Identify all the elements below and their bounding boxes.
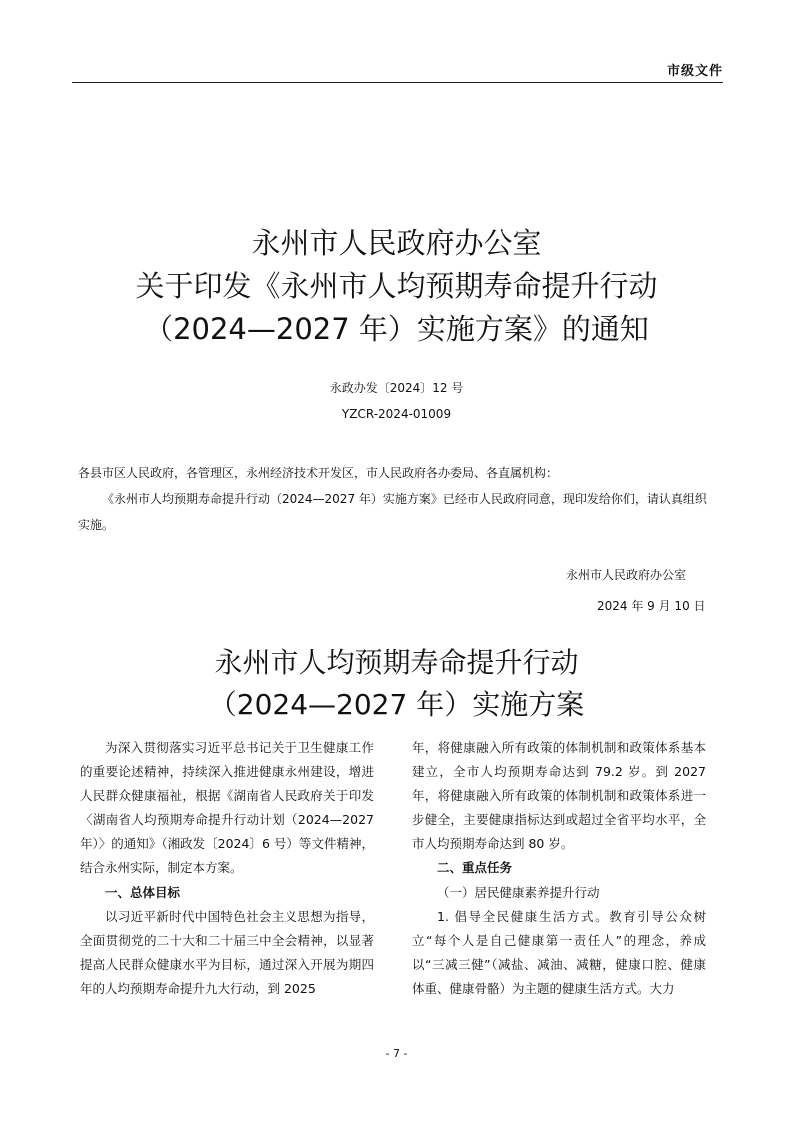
- plan-title-line: （2024—2027 年）实施方案: [208, 688, 585, 721]
- notice-text: 《永州市人均预期寿命提升行动（2024—2027 年）实施方案》已经市人民政府同意，现印发给你们，请认真组织实施。: [78, 492, 707, 532]
- subsection-heading: （一）居民健康素养提升行动: [437, 884, 600, 900]
- notice-body: [78, 460, 718, 538]
- paragraph: 以习近平新时代中国特色社会主义思想为指导，全面贯彻党的二十大和二十届三中全会精神，以显著提高人民群众健康水平为目标，通过深入开展为期四年的人均预期寿命提升九大行动，到 2025: [80, 908, 374, 996]
- notice-title: [0, 222, 793, 351]
- right-column: [412, 736, 706, 1001]
- document-code: YZCR-2024-01009: [341, 407, 452, 421]
- plan-title-line: 永州市人均预期寿命提升行动: [214, 646, 579, 679]
- section-header-label: 市级文件: [666, 64, 723, 79]
- left-column: [80, 736, 374, 1001]
- header-divider: [72, 82, 723, 83]
- notice-title-line: （2024—2027 年）实施方案》的通知: [144, 312, 649, 346]
- section-heading: 一、总体目标: [105, 884, 181, 900]
- paragraph-continued: 年，将健康融入所有政策的体制机制和政策体系基本建立，全市人均预期寿命达到 79.2 岁。到 2027 年，将健康融入所有政策的体制机制和政策体系进一步健全，主要健康指标达到或超过全省平均水平，全市人均预期寿命达到 80 岁。: [412, 740, 706, 852]
- paragraph: 为深入贯彻落实习近平总书记关于卫生健康工作的重要论述精神，持续深入推进健康永州建设，增进人民群众健康福祉，根据《湖南省人民政府关于印发〈湖南省人均预期寿命提升行动计划（2024—2027 年）〉的通知》（湘政发〔2024〕6 号）等文件精神，结合永州实际，制定本方案。: [80, 740, 374, 876]
- paragraph: 1. 倡导全民健康生活方式。教育引导公众树立“每个人是自己健康第一责任人”的理念，养成以“三减三健”（减盐、减油、减糖，健康口腔、健康体重、健康骨骼）为主题的健康生活方式。大力: [412, 908, 706, 996]
- page-number: - 7 -: [385, 1047, 408, 1060]
- notice-title-line: 永州市人民政府办公室: [251, 226, 542, 260]
- signature-date: 2024 年 9 月 10 日: [597, 599, 706, 613]
- section-heading: 二、重点任务: [437, 860, 513, 876]
- signature-organization: 永州市人民政府办公室: [566, 568, 687, 582]
- plan-title: [0, 642, 793, 726]
- notice-recipients: 各县市区人民政府，各管理区，永州经济技术开发区，市人民政府各办委局、各直属机构：: [78, 466, 559, 480]
- document-number: 永政办发〔2024〕12 号: [329, 381, 464, 395]
- notice-title-line: 关于印发《永州市人均预期寿命提升行动: [135, 269, 658, 303]
